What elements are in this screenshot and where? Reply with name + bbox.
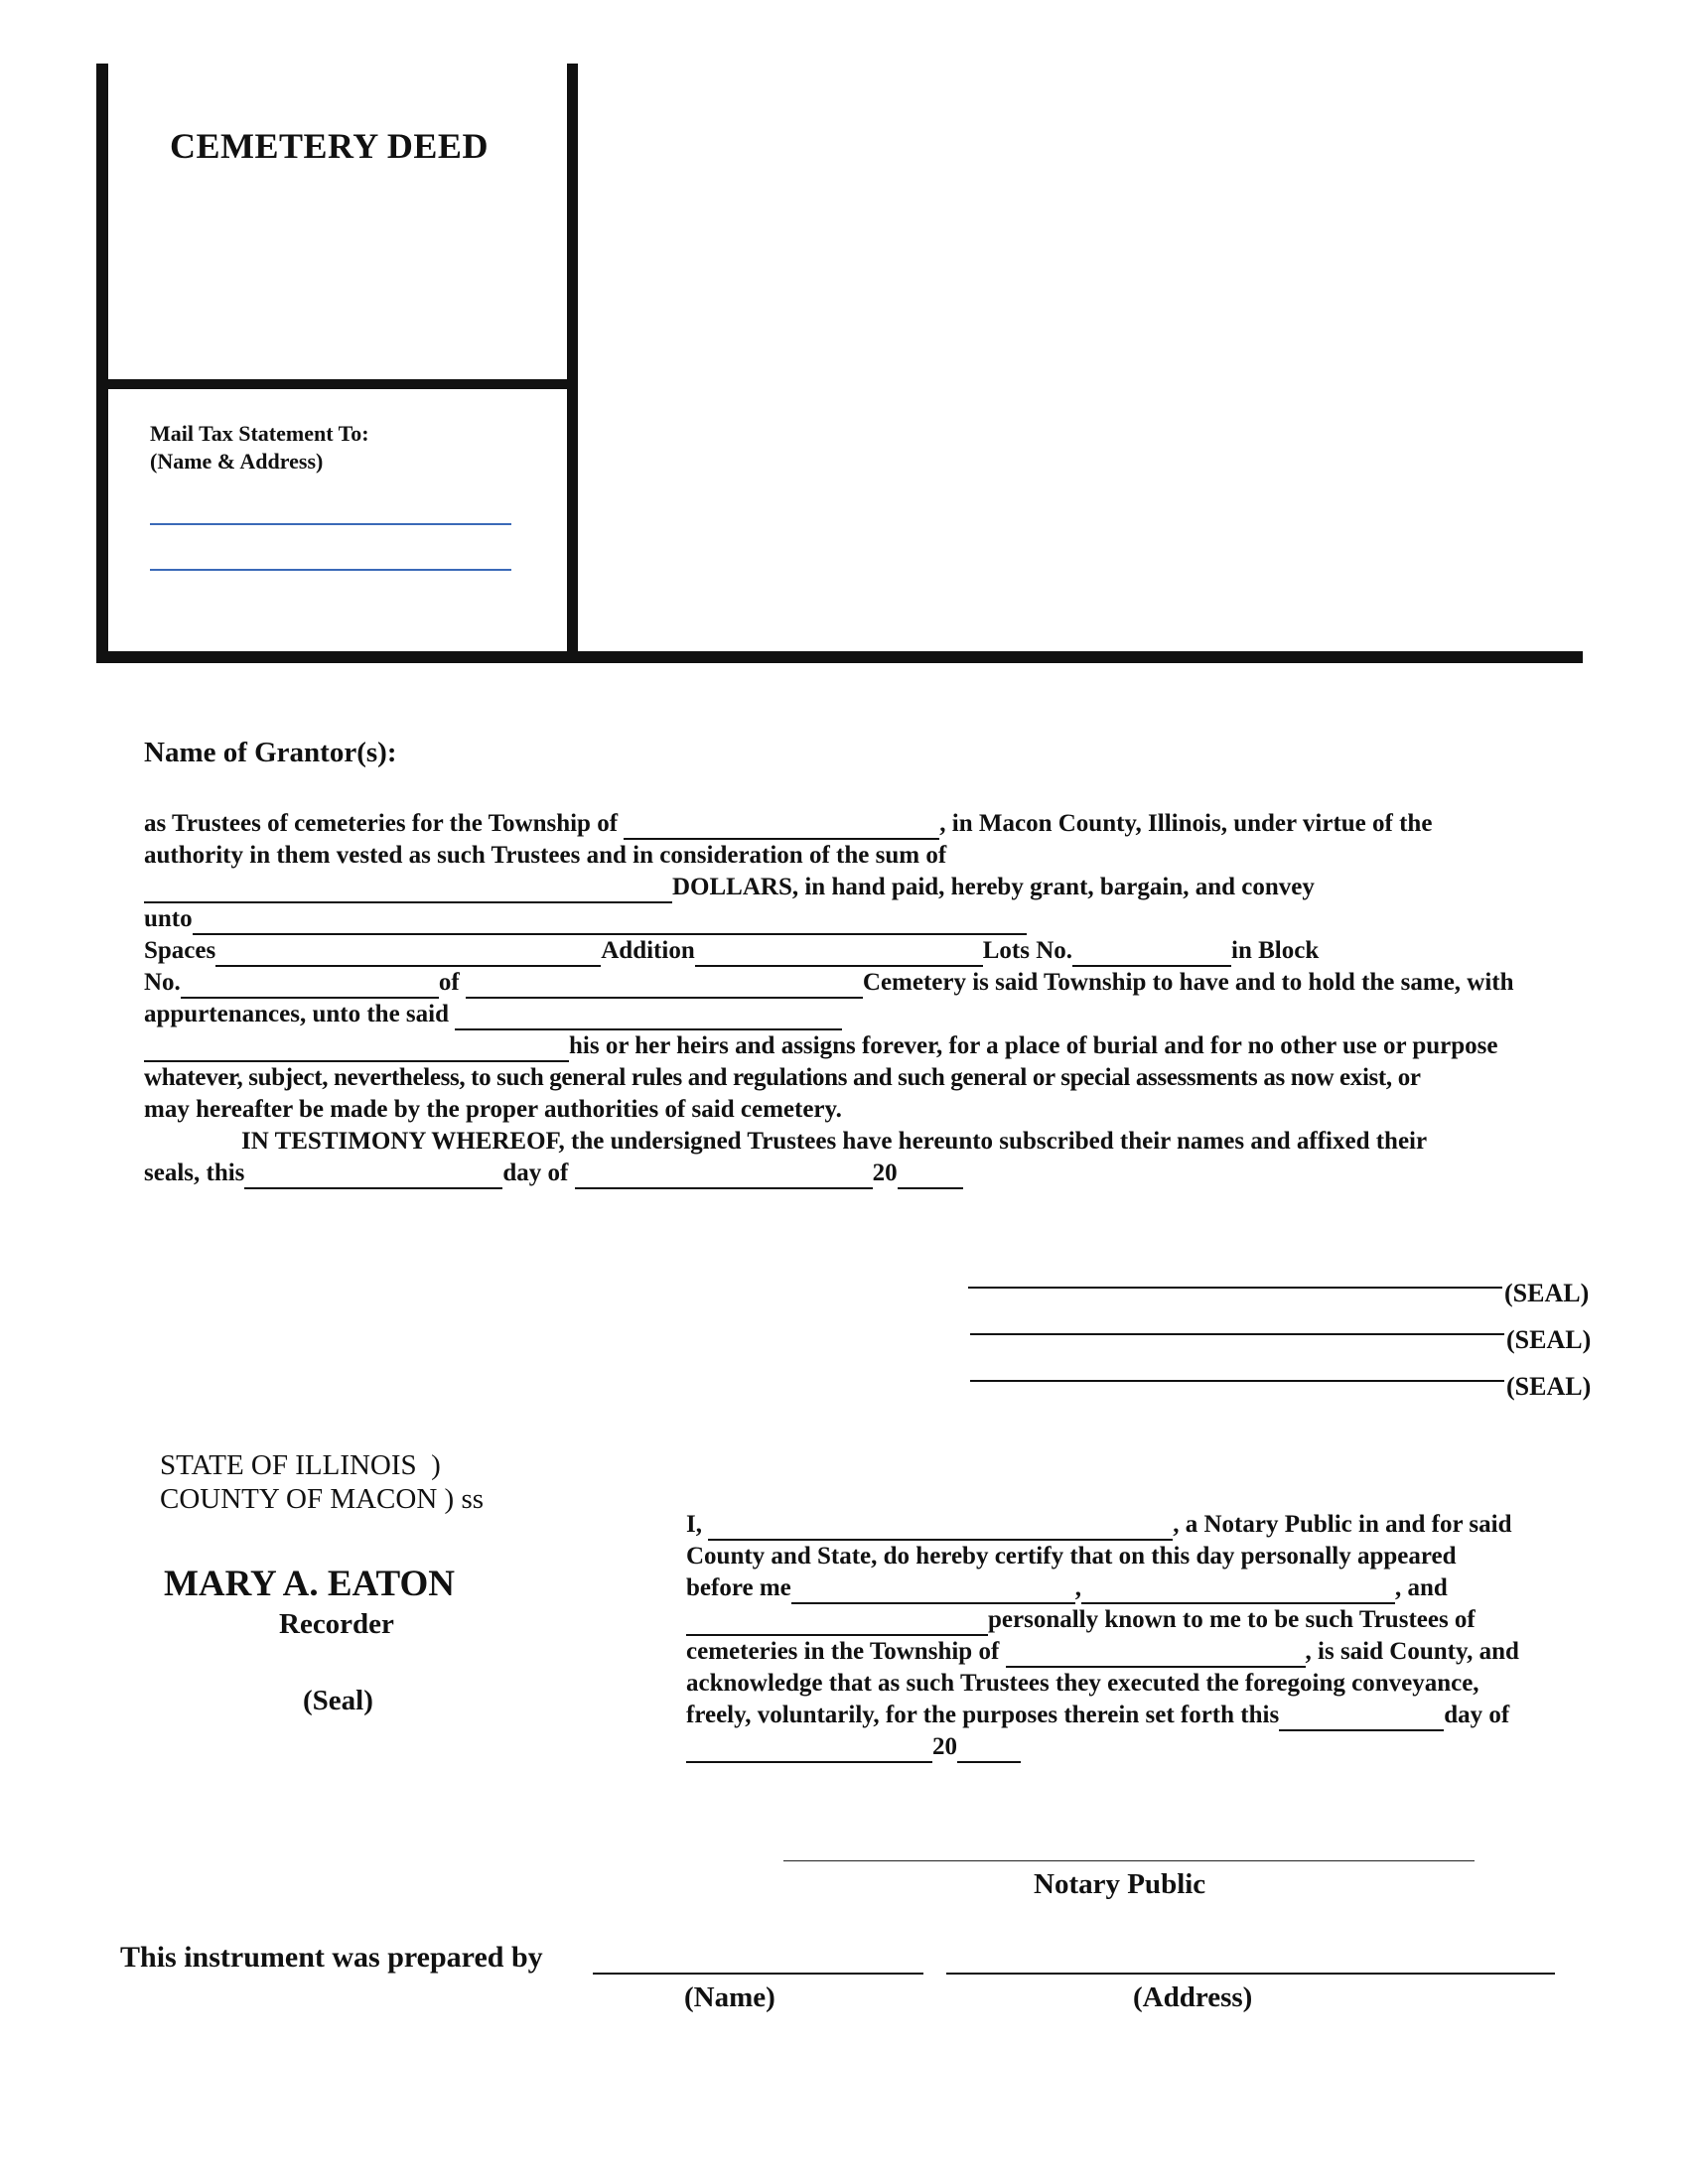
body-line-10: may hereafter be made by the proper authorities of said cemetery. — [144, 1096, 842, 1123]
appeared-trustee-3-field[interactable] — [686, 1607, 988, 1637]
trustee-signature-line-3[interactable] — [970, 1380, 1504, 1382]
preparer-address-field[interactable] — [946, 1973, 1555, 1975]
block-number-field[interactable] — [181, 970, 439, 1000]
grantee-field[interactable] — [193, 906, 1027, 936]
header-box-right-border — [567, 64, 578, 657]
testimony-day-field[interactable] — [244, 1160, 502, 1190]
notary-township-field[interactable] — [1006, 1639, 1306, 1669]
spaces-field[interactable] — [215, 938, 601, 968]
prepared-by-label: This instrument was prepared by — [120, 1941, 551, 1974]
notary-year-field[interactable] — [957, 1734, 1021, 1764]
deed-body — [144, 808, 1614, 1205]
seal-label-1: (SEAL) — [1504, 1279, 1590, 1307]
heirs-field[interactable] — [144, 1033, 569, 1063]
body-line-8: his or her heirs and assigns forever, for a place of burial and for no other use or purpose — [144, 1030, 1498, 1062]
notary-line-4: personally known to me to be such Trustees of — [686, 1604, 1476, 1636]
notary-line-6: acknowledge that as such Trustees they executed the foregoing conveyance, — [686, 1670, 1479, 1697]
mail-tax-label: Mail Tax Statement To: — [150, 421, 369, 446]
body-line-3: DOLLARS, in hand paid, hereby grant, bargain, and convey — [144, 872, 1315, 903]
body-line-2: authority in them vested as such Trustees and in consideration of the sum of — [144, 842, 947, 869]
body-line-12: seals, this day of 20 — [144, 1158, 963, 1189]
seal-label-3: (SEAL) — [1506, 1372, 1592, 1401]
recorder-title: Recorder — [279, 1608, 394, 1640]
notary-line-7: freely, voluntarily, for the purposes therein set forth this day of — [686, 1700, 1509, 1731]
header-bottom-rule — [96, 651, 1583, 663]
notary-line-2: County and State, do hereby certify that on this day personally appeared — [686, 1543, 1457, 1570]
testimony-month-field[interactable] — [575, 1160, 873, 1190]
address-caption: (Address) — [1133, 1981, 1253, 2013]
mail-tax-sublabel: (Name & Address) — [150, 449, 324, 474]
body-line-5: Spaces Addition Lots No. in Block — [144, 935, 1319, 967]
addition-field[interactable] — [695, 938, 983, 968]
notary-line-5: cemeteries in the Township of , is said County, and — [686, 1636, 1519, 1668]
state-label: STATE OF ILLINOIS ) — [160, 1449, 441, 1481]
grantor-label: Name of Grantor(s): — [144, 737, 397, 768]
testimony-year-field[interactable] — [898, 1160, 963, 1190]
notary-line-8: 20 — [686, 1731, 1021, 1763]
township-field[interactable] — [624, 811, 939, 841]
notary-signature-line[interactable] — [783, 1860, 1475, 1861]
lots-field[interactable] — [1072, 938, 1231, 968]
county-label: COUNTY OF MACON ) ss — [160, 1483, 485, 1515]
notary-public-label: Notary Public — [1034, 1868, 1206, 1900]
appeared-trustee-1-field[interactable] — [791, 1575, 1075, 1605]
body-line-1: as Trustees of cemeteries for the Township of , in Macon County, Illinois, under virtue of the — [144, 808, 1432, 840]
trustee-signature-line-1[interactable] — [968, 1287, 1502, 1289]
document-title: CEMETERY DEED — [170, 126, 489, 166]
body-line-11: IN TESTIMONY WHEREOF, the undersigned Trustees have hereunto subscribed their names and affixed their — [241, 1128, 1428, 1155]
notary-line-1: I, , a Notary Public in and for said — [686, 1509, 1511, 1541]
recorder-seal-label: (Seal) — [303, 1685, 373, 1716]
preparer-name-field[interactable] — [593, 1973, 923, 1975]
name-caption: (Name) — [684, 1981, 775, 2013]
recorder-name: MARY A. EATON — [164, 1564, 456, 1604]
seal-label-2: (SEAL) — [1506, 1325, 1592, 1354]
notary-block — [686, 1509, 1600, 1767]
unto-said-field[interactable] — [455, 1002, 842, 1031]
body-line-7: appurtenances, unto the said — [144, 999, 842, 1030]
notary-name-field[interactable] — [708, 1512, 1173, 1542]
appeared-trustee-2-field[interactable] — [1081, 1575, 1395, 1605]
notary-line-3: before me , , and — [686, 1572, 1448, 1604]
mail-tax-name-field[interactable] — [150, 523, 511, 525]
header-box-divider — [96, 379, 578, 389]
cemetery-name-field[interactable] — [466, 970, 863, 1000]
header-box-left-border — [96, 64, 108, 657]
body-line-6: No. of Cemetery is said Township to have and to hold the same, with — [144, 967, 1514, 999]
notary-month-field[interactable] — [686, 1734, 932, 1764]
body-line-9: whatever, subject, nevertheless, to such general rules and regulations and such general or special assessments as now exist, or — [144, 1064, 1421, 1091]
sum-dollars-field[interactable] — [144, 875, 672, 904]
notary-day-field[interactable] — [1279, 1703, 1444, 1732]
mail-tax-address-field[interactable] — [150, 569, 511, 571]
trustee-signature-line-2[interactable] — [970, 1333, 1504, 1335]
body-line-4: unto — [144, 903, 1027, 935]
